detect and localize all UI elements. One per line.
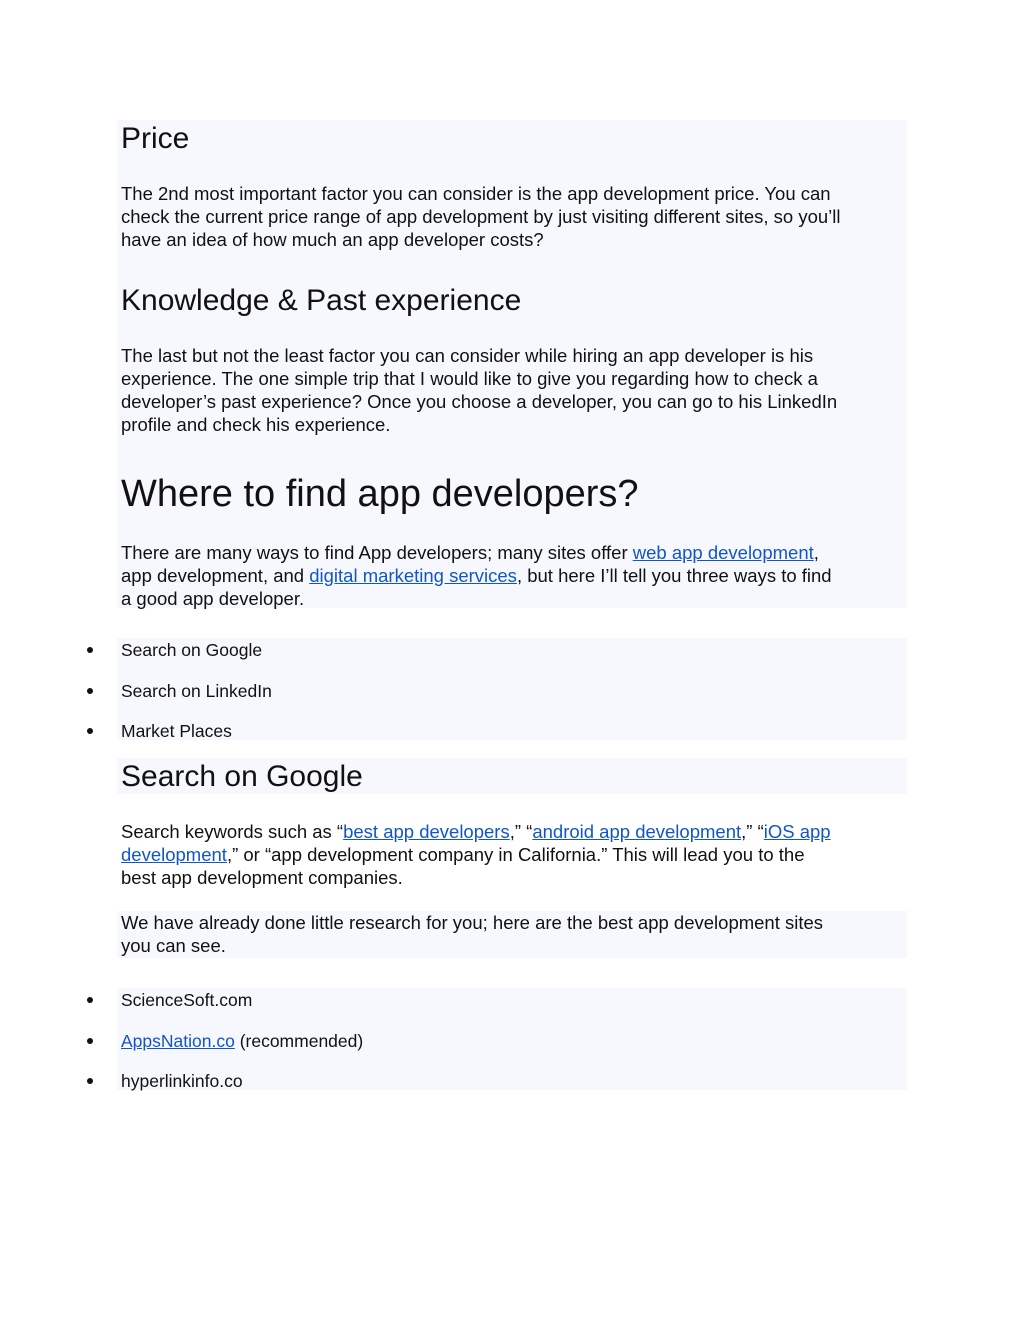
bullet-icon: [87, 997, 93, 1003]
list-item: hyperlinkinfo.co: [121, 1071, 243, 1091]
knowledge-paragraph-line: The last but not the least factor you can consider while hiring an app developer is his: [121, 345, 814, 366]
price-heading: Price: [121, 122, 190, 155]
where-paragraph-line-3: a good app developer.: [121, 588, 305, 609]
bullet-icon: [87, 728, 93, 734]
google-paragraph-line-2: [121, 843, 805, 866]
price-paragraph-line: check the current price range of app development by just visiting different sites, so you’ll: [121, 206, 841, 227]
research-paragraph-line: you can see.: [121, 935, 226, 956]
bullet-icon: [87, 647, 93, 653]
ios-app-development-link-continued[interactable]: development: [121, 844, 227, 865]
where-paragraph-line-2: [121, 564, 832, 587]
list-item: [121, 1030, 363, 1052]
web-app-development-link[interactable]: web app development: [632, 542, 814, 563]
knowledge-paragraph-line: experience. The one simple trip that I would like to give you regarding how to check a: [121, 368, 818, 389]
google-text: ,” “: [509, 821, 533, 842]
research-paragraph-line: We have already done little research for you; here are the best app development sites: [121, 912, 824, 933]
best-app-developers-link[interactable]: best app developers: [343, 821, 510, 842]
where-text: , but here I’ll tell you three ways to find: [516, 565, 832, 586]
knowledge-paragraph-line: developer’s past experience? Once you choose a developer, you can go to his LinkedIn: [121, 391, 838, 412]
bullet-icon: [87, 1038, 93, 1044]
google-paragraph-line-1: [121, 820, 831, 843]
bullet-icon: [87, 1078, 93, 1084]
price-paragraph-line: have an idea of how much an app developer costs?: [121, 229, 544, 250]
list-item: Search on LinkedIn: [121, 681, 272, 701]
android-app-development-link[interactable]: android app development: [532, 821, 742, 842]
google-text: ,” “: [741, 821, 764, 842]
list-item: Market Places: [121, 721, 232, 741]
google-paragraph-line-3: best app development companies.: [121, 867, 403, 888]
where-text: app development, and: [121, 565, 310, 586]
bullet-icon: [87, 688, 93, 694]
search-on-google-heading: Search on Google: [121, 760, 363, 793]
where-paragraph-line-1: [121, 541, 819, 564]
list-item: ScienceSoft.com: [121, 990, 253, 1010]
knowledge-paragraph-line: profile and check his experience.: [121, 414, 391, 435]
list-item-text: (recommended): [234, 1031, 364, 1051]
where-heading: Where to find app developers?: [121, 473, 639, 515]
google-text: ,” or “app development company in California.” This will lead you to the: [226, 844, 805, 865]
knowledge-heading: Knowledge & Past experience: [121, 284, 522, 317]
ios-app-development-link[interactable]: iOS app: [763, 821, 831, 842]
google-text: Search keywords such as “: [121, 821, 344, 842]
digital-marketing-services-link[interactable]: digital marketing services: [309, 565, 517, 586]
where-text: There are many ways to find App developers; many sites offer: [121, 542, 633, 563]
list-item: Search on Google: [121, 640, 263, 660]
where-text: ,: [813, 542, 819, 563]
price-paragraph-line: The 2nd most important factor you can consider is the app development price. You can: [121, 183, 831, 204]
appsnation-link[interactable]: AppsNation.co: [121, 1031, 235, 1051]
